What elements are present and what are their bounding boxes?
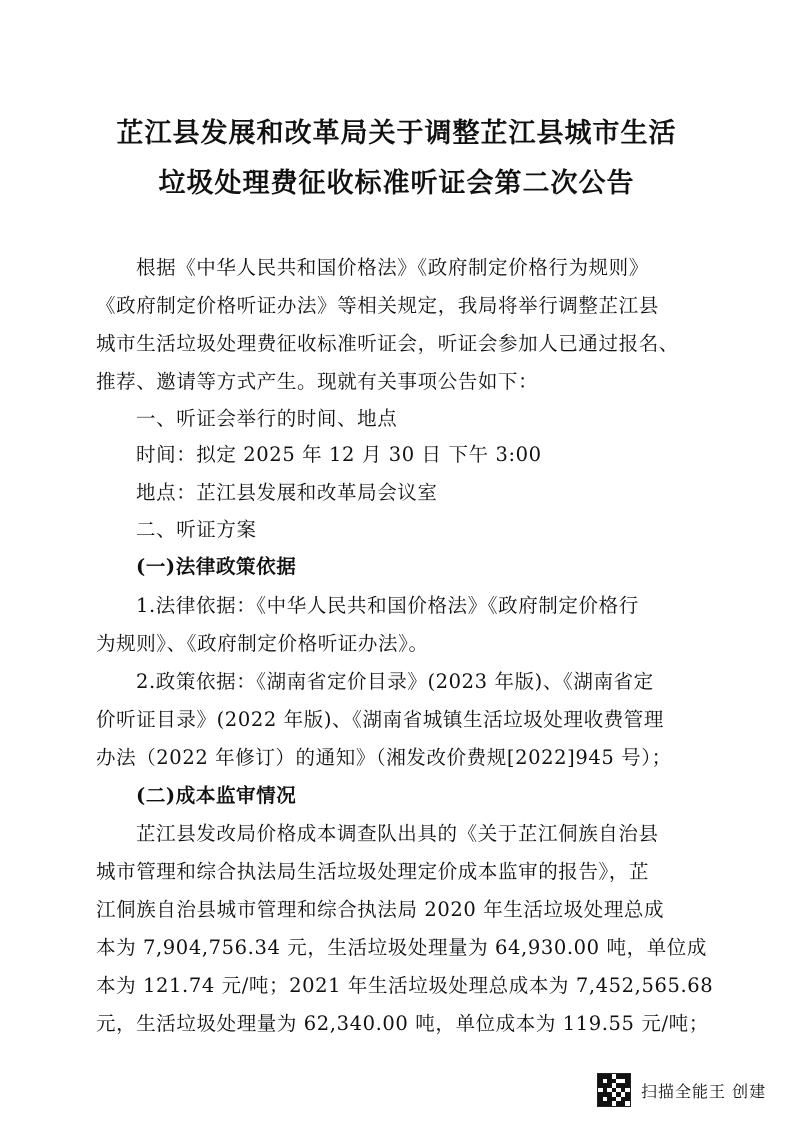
body-paragraph-line: 办法（2022 年修订）的通知》（湘发改价费规[2022]945 号）； bbox=[96, 746, 672, 769]
body-paragraph-line: 2.政策依据：《湖南省定价目录》(2023 年版)、《湖南省定 bbox=[136, 670, 654, 693]
document-title-line-2: 垃圾处理费征收标准听证会第二次公告 bbox=[158, 168, 635, 199]
body-paragraph-line: 元，生活垃圾处理量为 62,340.00 吨，单位成本为 119.55 元/吨； bbox=[96, 1012, 709, 1035]
body-paragraph-line: 为规则》、《政府制定价格听证办法》。 bbox=[96, 632, 429, 655]
body-paragraph-line: 《政府制定价格听证办法》等相关规定，我局将举行调整芷江县 bbox=[96, 294, 659, 317]
scanner-label: 扫描全能王 创建 bbox=[641, 1081, 767, 1101]
body-paragraph-line: 城市管理和综合执法局生活垃圾处理定价成本监审的报告》，芷 bbox=[96, 860, 650, 883]
hearing-time: 时间：拟定 2025 年 12 月 30 日 下午 3:00 bbox=[136, 443, 542, 466]
body-paragraph-line: 1.法律依据：《中华人民共和国价格法》《政府制定价格行 bbox=[136, 594, 639, 617]
document-title-line-1: 芷江县发展和改革局关于调整芷江县城市生活 bbox=[116, 118, 677, 149]
hearing-location: 地点：芷江县发展和改革局会议室 bbox=[136, 481, 438, 504]
body-paragraph-line: 芷江县发改局价格成本调查队出具的《关于芷江侗族自治县 bbox=[136, 822, 659, 845]
section-heading: 二、听证方案 bbox=[136, 518, 257, 541]
body-paragraph-line: 本为 7,904,756.34 元，生活垃圾处理量为 64,930.00 吨，单位成 bbox=[96, 936, 707, 959]
body-paragraph-line: 城市生活垃圾处理费征收标准听证会，听证会参加人已通过报名、 bbox=[96, 332, 679, 355]
section-heading: 一、听证会举行的时间、地点 bbox=[136, 407, 398, 430]
body-paragraph-line: 江侗族自治县城市管理和综合执法局 2020 年生活垃圾处理总成 bbox=[96, 898, 665, 921]
subsection-heading: (二)成本监审情况 bbox=[136, 784, 297, 807]
body-paragraph-line: 本为 121.74 元/吨；2021 年生活垃圾处理总成本为 7,452,565.68 bbox=[96, 974, 714, 997]
qr-code-icon bbox=[597, 1073, 631, 1107]
subsection-heading: (一)法律政策依据 bbox=[136, 555, 297, 578]
scanner-watermark bbox=[597, 1072, 766, 1108]
body-paragraph-line: 根据《中华人民共和国价格法》《政府制定价格行为规则》 bbox=[136, 256, 649, 279]
body-paragraph-line: 价听证目录》(2022 年版)、《湖南省城镇生活垃圾处理收费管理 bbox=[96, 708, 664, 731]
body-paragraph-line: 推荐、邀请等方式产生。现就有关事项公告如下： bbox=[96, 370, 539, 393]
